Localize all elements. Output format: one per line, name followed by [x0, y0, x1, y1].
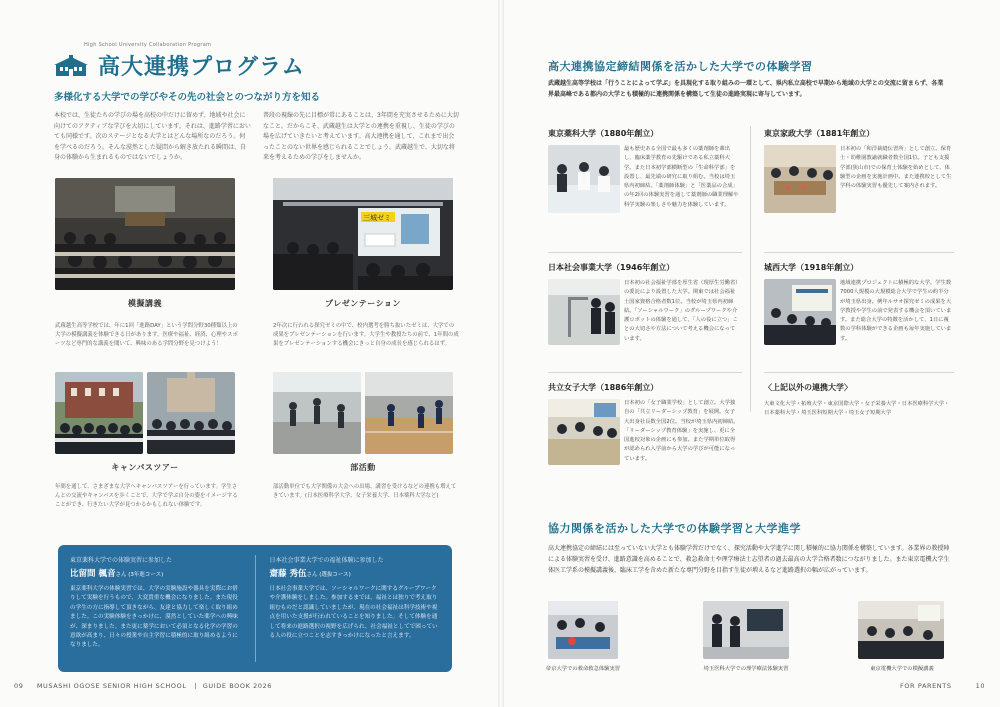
- university-desc-social-work: 日本初の社会福祉学部を厚生省（現厚生労働省）の委託により設置した大学。関東では社会福祉士国家資格合格者数1位。当校が埼玉県内初締結。「ソーシャルワーク」のグループワークや介護ロボットの体験を通して、「人の役に立つ」ことの大切さや方法について考える機会になっています。: [624, 280, 738, 342]
- university-desc-tokyo-kasei: 日本初の「和洋裁縫伝習所」として創立。保育士・幼稚園教諭就職者数全国1位。子ども支援学部(狭山市)での保育士体験を始めとして、体験型の企画を実施計画中。また連携校として生学科の体験実習も優先して案内されます。: [840, 146, 952, 190]
- university-desc-tokyo-pharmacy: 最も歴史ある全国で最も多くの薬剤師を輩出し、臨床薬学教育の先駆けである私立薬科大学。また日本初学部横断型の「生命科学部」を設置し、最先端の研究に取り組む。当校は埼玉県内初締結。「薬剤師体験」と「医薬品の合成」の年2回の体験実習を通して薬剤師の職業理解や科学実験の楽しさや魅力を体験しています。: [624, 146, 739, 208]
- testimonial-2: [269, 555, 440, 662]
- row-divider: [548, 372, 742, 373]
- page-number-right: 10: [975, 682, 986, 690]
- testimonial-divider: [255, 555, 256, 662]
- section-desc-presentation: 2年次に行われる探究ゼミの中で、校内選考を勝ち抜いたゼミは、大学での成果をプレゼンテーションを行います。大学生や教授たちの前で、1年間の成果をプレゼンテーションする機会にきっと自身の成長を感じられるはず。: [273, 323, 459, 347]
- university-name-tokyo-pharmacy: 東京薬科大学（1880年創立）: [548, 129, 659, 138]
- student-testimonials: [58, 545, 452, 672]
- page-gutter: [498, 0, 504, 707]
- row-divider: [548, 252, 742, 253]
- left-page-header: [40, 42, 460, 164]
- row-divider: [764, 252, 954, 253]
- chalkboard-text: 三城ゼミ: [363, 214, 391, 222]
- footer-right: [900, 682, 985, 690]
- student-name: [269, 567, 440, 579]
- presentation-photo: [273, 178, 453, 290]
- guide-name: GUIDE BOOK 2026: [202, 682, 273, 690]
- student-name-text: 比留間 楓音: [70, 569, 116, 579]
- caption-saitama-medical: 埼玉医科大学での理学療法体験実習: [703, 666, 789, 672]
- university-desc-kyoritsu: 日本初の「女子職業学校」として創立。大学独自の「共立リーダーシップ教育」を展開。女子大出身社長数全国2位。当校が埼玉県内初締結。「リーダーシップ教育体験」を実施し、更に全国進校対象の企画にも参加。また学期単位取得が認められ入学前から大学の学びが可能になっています。: [624, 400, 739, 462]
- tokyo-denki-photo: [858, 601, 944, 659]
- page-title: 高大連携プログラム: [98, 55, 305, 80]
- section-title-agreements: 高大連携協定締結関係を活かした大学での体験学習: [548, 60, 813, 73]
- intro-text: [54, 111, 460, 164]
- page-number-left: 09: [14, 682, 24, 690]
- caption-teikyo: 帝京大学での救命救急体験実習: [545, 666, 621, 672]
- section-label-lecture: 模擬講義: [128, 299, 162, 308]
- social-work-photo: [548, 279, 620, 345]
- teikyo-photo: [548, 601, 618, 659]
- intro-paragraph-1: 本校では、生徒たちの学びの場を高校の中だけに留めず、地域や社会に向けてのアクティブな学びを大切にしています。それは、進路学習においても同様です。次のステージとなる大学とはどんな場所なのだろう。何を学べるのだろう。そんな漠然とした疑問から解き放たれる瞬間は、自身の体験から生まれるものではないでしょうか。: [54, 112, 251, 161]
- club-photo-1: [273, 372, 361, 454]
- agreements-lead: 武蔵越生高等学校は「行うことによって学ぶ」を具現化する取り組みの一環として、県内私立高校で早期から地域の大学との交流に留まらず、各業界最高峰である都内の大学とも積極的に連携関係を構築して生徒の進路実現に寄与しています。: [548, 80, 944, 98]
- student-name-text: 齋藤 秀伍: [269, 569, 307, 579]
- column-divider: [750, 126, 751, 412]
- tokyo-kasei-photo: [764, 145, 836, 213]
- other-universities-list: 大東文化大学・拓殖大学・東京国際大学・女子栄養大学・日本医療科学大学・日本薬科大学・埼玉医科短期大学・埼玉女子短期大学: [764, 401, 950, 417]
- caption-tokyo-denki: 東京電機大学での模擬講義: [870, 666, 934, 672]
- testimonial-1: [70, 555, 241, 662]
- student-course: さん (3年進コース): [115, 572, 164, 578]
- testimonial-heading: 日本社会事業大学での福祉体験に参加した: [269, 557, 384, 564]
- lecture-photo: [55, 178, 235, 290]
- university-name-kyoritsu: 共立女子大学（1886年創立）: [548, 383, 659, 392]
- testimonial-body: 日本社会事業大学では、ソーシャルワークに関するグループワークや介護体験をしました。参加するまでは、福祉とは独りで考え取り組むものだと認識していましたが、現在の社会福祉は科学技術や視点を用いた支援が行われていることを知りました。そして体験を通して将来の進路選択の視野を広げられ、社会福祉としてで困っている人の役に立つことを志すきっかけになったと言えます。: [269, 586, 438, 640]
- campus-tour-photo-1: [55, 372, 143, 454]
- tokyo-pharmacy-photo: [548, 145, 620, 213]
- student-name: [70, 567, 241, 579]
- student-course: さん (選抜コース): [306, 572, 351, 578]
- campus-tour-photo-2: [147, 372, 235, 454]
- section-label-club: 部活動: [350, 463, 376, 472]
- section-desc-campus-tour: 年間を通して、さまざまな大学へキャンパスツアーを行っています。学生さんとの交流やキャンパスを歩くことで、大学で学ぶ自分の姿をイメージすることができ、行きたい大学が見つかるかもしれない体験です。: [55, 484, 238, 508]
- josai-photo: [764, 279, 836, 345]
- university-name-social-work: 日本社会事業大学（1946年創立）: [548, 263, 675, 272]
- university-desc-josai: 地域連携プロジェクトに積極的な大学。学生数7000人規模の大規模総合大学で学生の約半分が埼玉県出身。例年ルサオ探究ゼミの成果を大学教授や学生の前で発表する機会を頂いています。また総合大学の特徴を活かして、1日に複数の学科体験ができる企画も毎年実施しています。: [840, 280, 952, 342]
- university-name-josai: 城西大学（1918年創立）: [764, 263, 859, 272]
- page-subtitle: 多様化する大学での学びやその先の社会とのつながり方を知る: [54, 92, 321, 103]
- eyebrow-text: High School University Collaboration Program: [84, 42, 212, 48]
- section-desc-lecture: 武蔵越生高等学校では、年に1回「進路DAY」という学問分野30種類以上の大学の模擬講義を体験できる日があります。医療や福祉、経済、心理やスポーツなど専門的な講義を聞いて、興味のある学問分野を見つけよう！: [55, 323, 238, 347]
- intro-paragraph-2: 普段の視線の先に目標が常にあることは、3年間を充実させるために大切なこと。だからこそ、武蔵越生は大学との連携を重視し、生徒の学びの場を広げていきたいと考えています。高大連携を通して、これまで出会ったことのない世界を感じられることでしょう。武蔵越生で、大切な将来を考えるための学びをしませんか。: [263, 112, 459, 161]
- kyoritsu-photo: [548, 399, 620, 465]
- footer-left: 09 MUSASHI OGOSE SENIOR HIGH SCHOOL | GUIDE BOOK 2026: [14, 682, 273, 690]
- for-parents-label: FOR PARENTS: [900, 682, 952, 690]
- school-name: MUSASHI OGOSE SENIOR HIGH SCHOOL: [36, 682, 187, 690]
- cooperation-lead: 高大連携協定の締結には至っていない大学とも体験学習だけでなく、探究活動や大学進学に関し積極的に協力関係を構築しています。各業界の教授陣による体験実習を受け、進路意識を高めることで、救急救命士や理学療法士志望者の過去最高の大学合格者数につながりました。また東京電機大学生体医工学系の模擬講義後、臨床工学を含めた新たな専門分野を目指す生徒が増えるなど進路選択の幅が広がっています。: [548, 545, 950, 574]
- section-title-cooperation: 協力関係を活かした大学での体験学習と大学進学: [548, 522, 801, 535]
- testimonial-heading: 東京薬科大学での体験実習に参加した: [70, 557, 173, 564]
- row-divider: [764, 372, 954, 373]
- section-desc-club: 部活動単位でも大学関係の大会への出場、講習を受けるなどの連携も増えてきています。(日本医療科学大学、女子栄養大学、日本薬科大学など): [273, 484, 457, 499]
- section-label-presentation: プレゼンテーション: [325, 299, 401, 308]
- school-building-icon: [54, 55, 88, 77]
- club-photo-2: [365, 372, 453, 454]
- university-name-tokyo-kasei: 東京家政大学（1881年創立）: [764, 129, 875, 138]
- saitama-medical-photo: [703, 601, 789, 659]
- section-label-campus-tour: キャンパスツアー: [111, 463, 179, 472]
- other-universities-title: 〈上記以外の連携大学〉: [764, 383, 852, 392]
- testimonial-body: 東京薬科大学の体験実習では、大学の実験施設や器具を実際にお借りして実験を行うもので、大変貴重な機会になりました。また現役の学生の方に指導して頂きながら、友達と協力して楽しく取り組めました。この実験体験をきっかけに、漠然としていた薬学への興味が、深まりました。また更に薬学において必須となる化学の学習の意欲が高まり、日々の授業や自主学習に積極的に取り組めるようになりました。: [70, 586, 238, 649]
